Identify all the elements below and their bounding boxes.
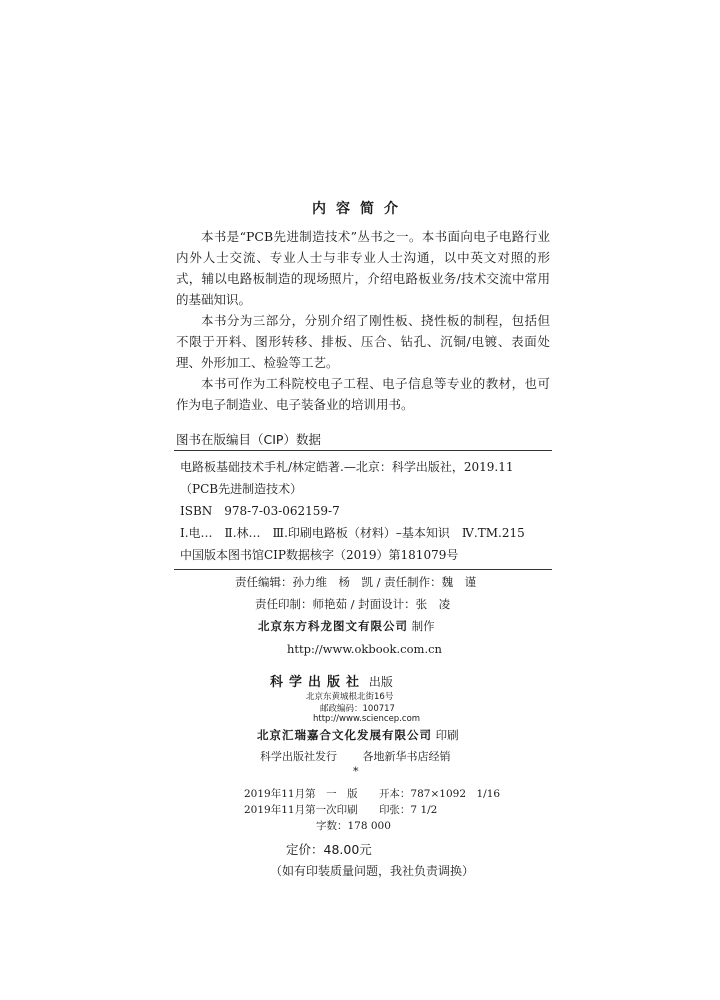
intro-paragraph: 本书分为三部分，分别介绍了刚性板、挠性板的制程，包括但不限于开料、图形转移、排板、压合、钻孔、沉铜/电镀、表面处理、外形加工、检验等工艺。 <box>176 313 550 370</box>
cip-top-rule <box>174 450 552 451</box>
cip-line: ISBN 978-7-03-062159-7 <box>180 504 340 518</box>
cip-line: （PCB先进制造技术） <box>180 482 303 496</box>
publisher-url: http://www.sciencep.com <box>313 714 421 724</box>
publisher-line <box>270 671 393 690</box>
sheet-count: 印张：7 1/2 <box>378 804 438 816</box>
cip-line: 电路板基础技术手札/林定皓著.—北京：科学出版社，2019.11 <box>180 460 514 474</box>
credit-printing-cover: 责任印制：师艳茹 / 封面设计：张 凌 <box>255 597 451 611</box>
printer-name: 北京汇瑞嘉合文化发展有限公司 <box>257 728 432 742</box>
credit-editors: 责任编辑：孙力维 杨 凯 / 责任制作：魏 谨 <box>235 575 477 589</box>
cip-line: Ⅰ.电… Ⅱ.林… Ⅲ.印刷电路板（材料）–基本知识 Ⅳ.TM.215 <box>180 526 525 540</box>
maker-url: http://www.okbook.com.cn <box>287 642 442 656</box>
intro-title: 内容简介 <box>312 201 408 217</box>
cip-bottom-rule <box>174 569 552 570</box>
cip-heading: 图书在版编目（CIP）数据 <box>176 432 321 447</box>
printing-date: 2019年11月第一次印刷 <box>244 804 358 816</box>
intro-body <box>176 226 550 415</box>
format-size: 开本：787×1092 1/16 <box>378 788 501 800</box>
printer-suffix: 印刷 <box>435 728 459 742</box>
maker-name: 北京东方科龙图文有限公司 <box>258 619 408 633</box>
publisher-address: 北京东黄城根北街16号 <box>306 692 394 702</box>
edition-date: 2019年11月第 一 版 <box>244 788 358 800</box>
intro-paragraph: 本书可作为工科院校电子工程、电子信息等专业的教材，也可作为电子制造业、电子装备业的培训用书。 <box>176 376 550 412</box>
publisher-postcode: 邮政编码：100717 <box>320 704 395 714</box>
printer-line <box>257 727 459 743</box>
separator-star: * <box>353 765 359 778</box>
edition-row <box>244 802 437 817</box>
edition-row <box>244 786 500 801</box>
distributor: 科学出版社发行 <box>260 750 337 763</box>
intro-paragraph: 本书是“PCB先进制造技术”丛书之一。本书面向电子电路行业内外人士交流、专业人士与非专业人士沟通，以中英文对照的形式，辅以电路板制造的现场照片，介绍电路板业务/技术交流中常用的基础知识。 <box>176 229 550 307</box>
publisher-suffix: 出版 <box>368 675 393 689</box>
word-count: 字数：178 000 <box>316 820 391 832</box>
distribution-line <box>260 748 451 764</box>
publisher-name: 科学出版社 <box>270 675 366 690</box>
retailer: 各地新华书店经销 <box>362 750 451 763</box>
cip-line: 中国版本图书馆CIP数据核字（2019）第181079号 <box>180 548 459 562</box>
maker-line <box>258 618 435 634</box>
maker-suffix: 制作 <box>411 619 435 633</box>
quality-notice: （如有印装质量问题，我社负责调换） <box>270 864 475 878</box>
price: 定价：48.00元 <box>286 842 372 857</box>
